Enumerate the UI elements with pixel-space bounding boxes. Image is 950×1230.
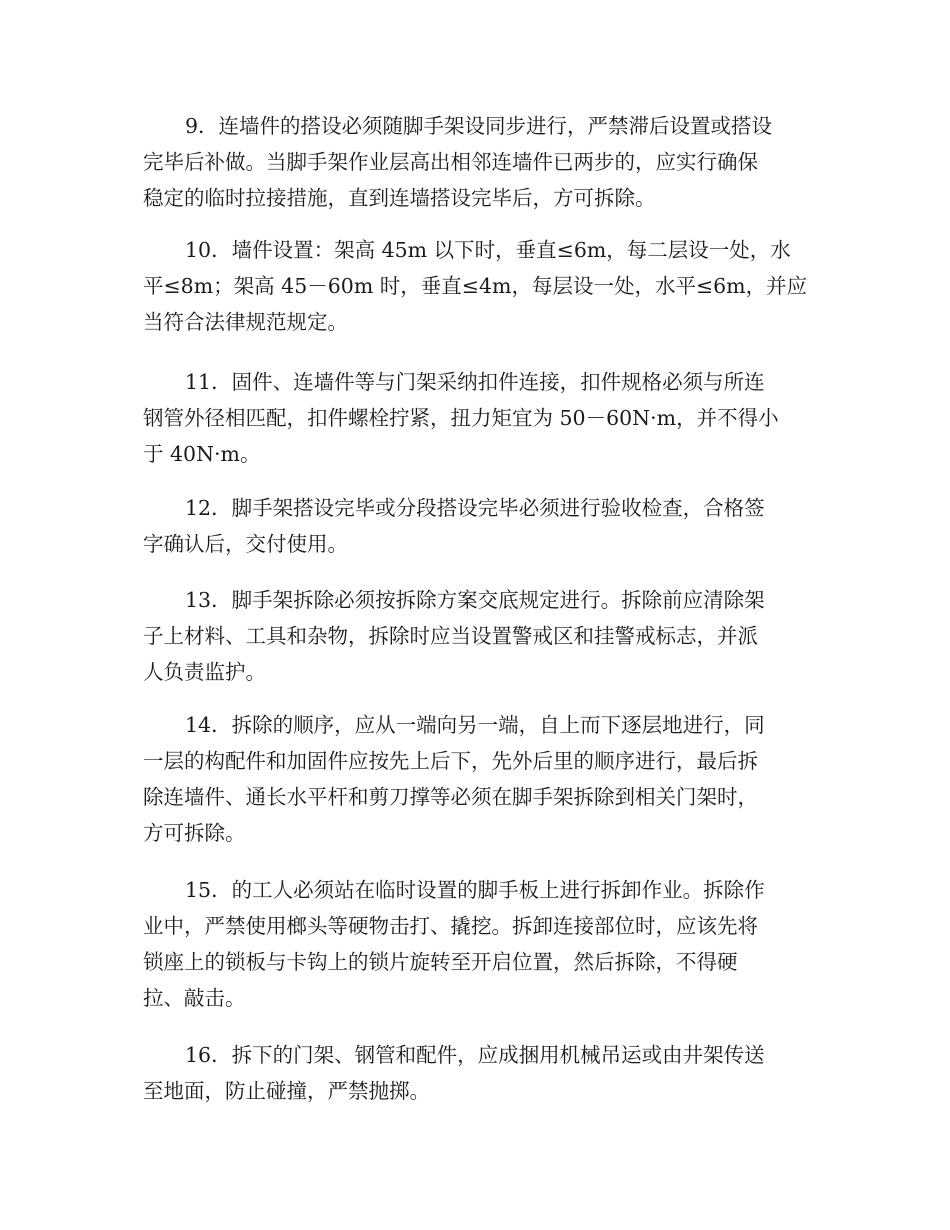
paragraph-13 (143, 582, 815, 690)
paragraph-11 (143, 364, 815, 472)
paragraph-line: 拉、敲击。 (143, 986, 246, 1010)
paragraph-line: 锁座上的锁板与卡钩上的锁片旋转至开启位置，然后拆除，不得硬 (143, 950, 738, 974)
paragraph-line: 字确认后，交付使用。 (143, 532, 348, 556)
paragraph-line: 9．连墙件的搭设必须随脚手架设同步进行，严禁滞后设置或搭设 (185, 114, 773, 138)
paragraph-15 (143, 872, 815, 1016)
paragraph-line: 子上材料、工具和杂物，拆除时应当设置警戒区和挂警戒标志，并派 (143, 624, 758, 648)
paragraph-line: 11．固件、连墙件等与门架采纳扣件连接，扣件规格必须与所连 (185, 370, 765, 394)
paragraph-line: 方可拆除。 (143, 821, 246, 845)
paragraph-line: 平≤8m；架高 45－60m 时，垂直≤4m，每层设一处，水平≤6m，并应 (143, 274, 808, 298)
paragraph-line: 业中，严禁使用榔头等硬物击打、撬挖。拆卸连接部位时，应该先将 (143, 914, 758, 938)
paragraph-line: 于 40N·m。 (143, 442, 261, 466)
paragraph-14 (143, 707, 815, 851)
paragraph-line: 完毕后补做。当脚手架作业层高出相邻连墙件已两步的，应实行确保 (143, 150, 758, 174)
paragraph-line: 15．的工人必须站在临时设置的脚手板上进行拆卸作业。拆除作 (185, 878, 765, 902)
paragraph-line: 至地面，防止碰撞，严禁抛掷。 (143, 1079, 430, 1103)
paragraph-10 (143, 232, 815, 340)
paragraph-line: 钢管外径相匹配，扣件螺栓拧紧，扭力矩宜为 50－60N·m，并不得小 (143, 406, 779, 430)
paragraph-line: 除连墙件、通长水平杆和剪刀撑等必须在脚手架拆除到相关门架时， (143, 785, 758, 809)
paragraph-line: 12．脚手架搭设完毕或分段搭设完毕必须进行验收检查，合格签 (185, 496, 765, 520)
paragraph-line: 一层的构配件和加固件应按先上后下，先外后里的顺序进行，最后拆 (143, 749, 758, 773)
paragraph-line: 当符合法律规范规定。 (143, 310, 348, 334)
paragraph-16 (143, 1037, 815, 1109)
paragraph-12 (143, 490, 815, 562)
paragraph-line: 人负责监护。 (143, 660, 266, 684)
paragraph-line: 稳定的临时拉接措施，直到连墙搭设完毕后，方可拆除。 (143, 186, 656, 210)
paragraph-line: 14．拆除的顺序，应从一端向另一端，自上而下逐层地进行，同 (185, 713, 765, 737)
paragraph-9 (143, 108, 815, 216)
paragraph-line: 10．墙件设置：架高 45m 以下时，垂直≤6m，每二层设一处，水 (185, 238, 791, 262)
paragraph-line: 13．脚手架拆除必须按拆除方案交底规定进行。拆除前应清除架 (185, 588, 765, 612)
paragraph-line: 16．拆下的门架、钢管和配件，应成捆用机械吊运或由井架传送 (185, 1043, 765, 1067)
